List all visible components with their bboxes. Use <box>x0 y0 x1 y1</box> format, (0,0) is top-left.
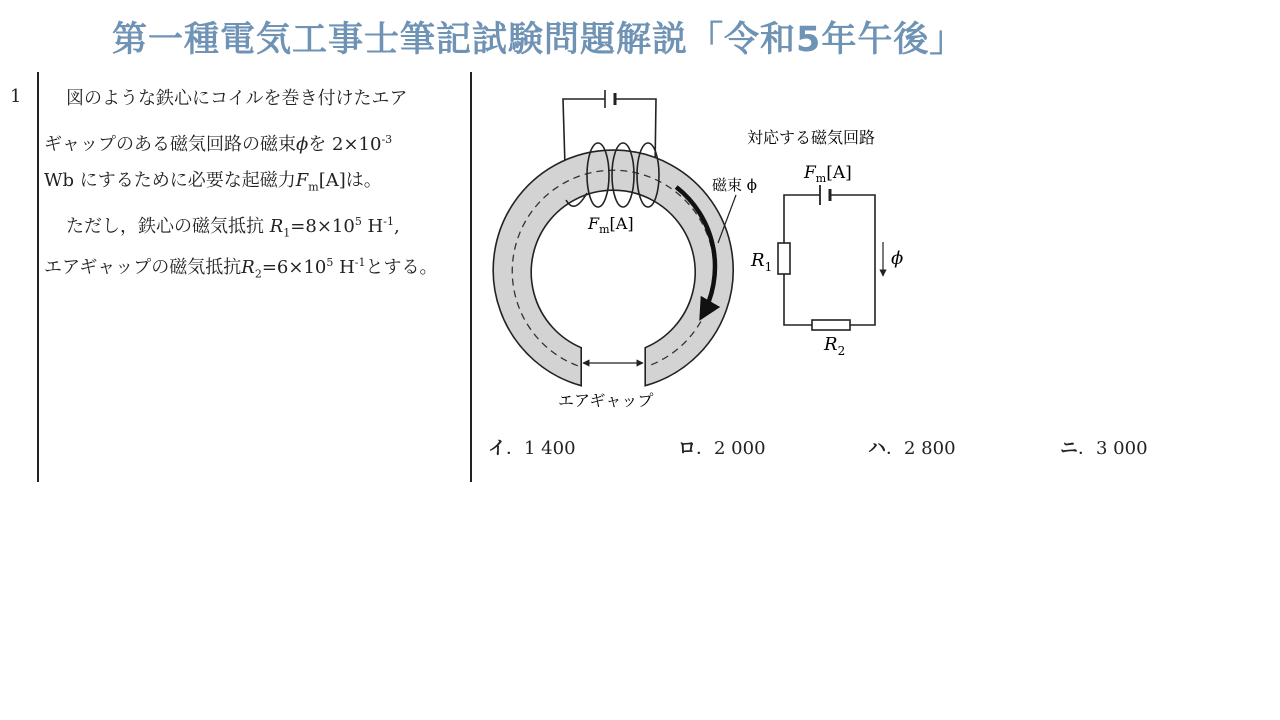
choice-ni[interactable]: ニ．3 000 <box>1060 438 1148 459</box>
figure-svg <box>480 80 940 420</box>
choice-ha[interactable]: ハ．2 800 <box>868 438 956 459</box>
equivalent-circuit <box>778 185 875 330</box>
r1-label: $R_1$ <box>751 250 773 274</box>
resistor-r1 <box>778 243 790 274</box>
magnetic-circuit-figure <box>480 80 940 420</box>
question-line-5: エアギャップの磁気抵抗$R_2=6\times 10^5$ $H^{-1}$とする。 <box>44 256 438 281</box>
circuit-title: 対応する磁気回路 <box>747 128 876 147</box>
question-number: 1 <box>10 86 22 107</box>
question-line-1: 図のような鉄心にコイルを巻き付けたエア <box>66 88 408 109</box>
r2-label: $R_2$ <box>824 334 846 358</box>
air-gap-label: エアギャップ <box>558 391 654 410</box>
divider-left <box>37 72 39 482</box>
question-text <box>44 78 468 283</box>
circuit-mmf-label: $F_m[A]$ <box>804 163 852 185</box>
question-line-3: Wb にするために必要な起磁力$F_m[A]$は。 <box>44 170 382 194</box>
core-mmf-label: $F_m[A]$ <box>588 214 634 236</box>
circuit-phi-label: ϕ <box>891 248 904 269</box>
resistor-r2 <box>812 320 850 330</box>
divider-middle <box>470 72 472 482</box>
question-line-2: ギャップのある磁気回路の磁束ϕを $2\times 10^{-3}$ <box>44 133 393 155</box>
choice-ro[interactable]: ロ．2 000 <box>678 438 766 459</box>
choice-i[interactable]: イ．1 400 <box>488 438 576 459</box>
phi-symbol: ϕ <box>296 134 309 155</box>
answer-choices <box>488 434 1248 460</box>
question-line-4: ただし，鉄心の磁気抵抗 $R_1=8\times 10^5$ $H^{-1}$, <box>66 215 400 240</box>
page-title: 第一種電気工事士筆記試験問題解説「令和5年午後」 <box>112 20 966 60</box>
flux-label: 磁束 ϕ <box>712 176 757 194</box>
